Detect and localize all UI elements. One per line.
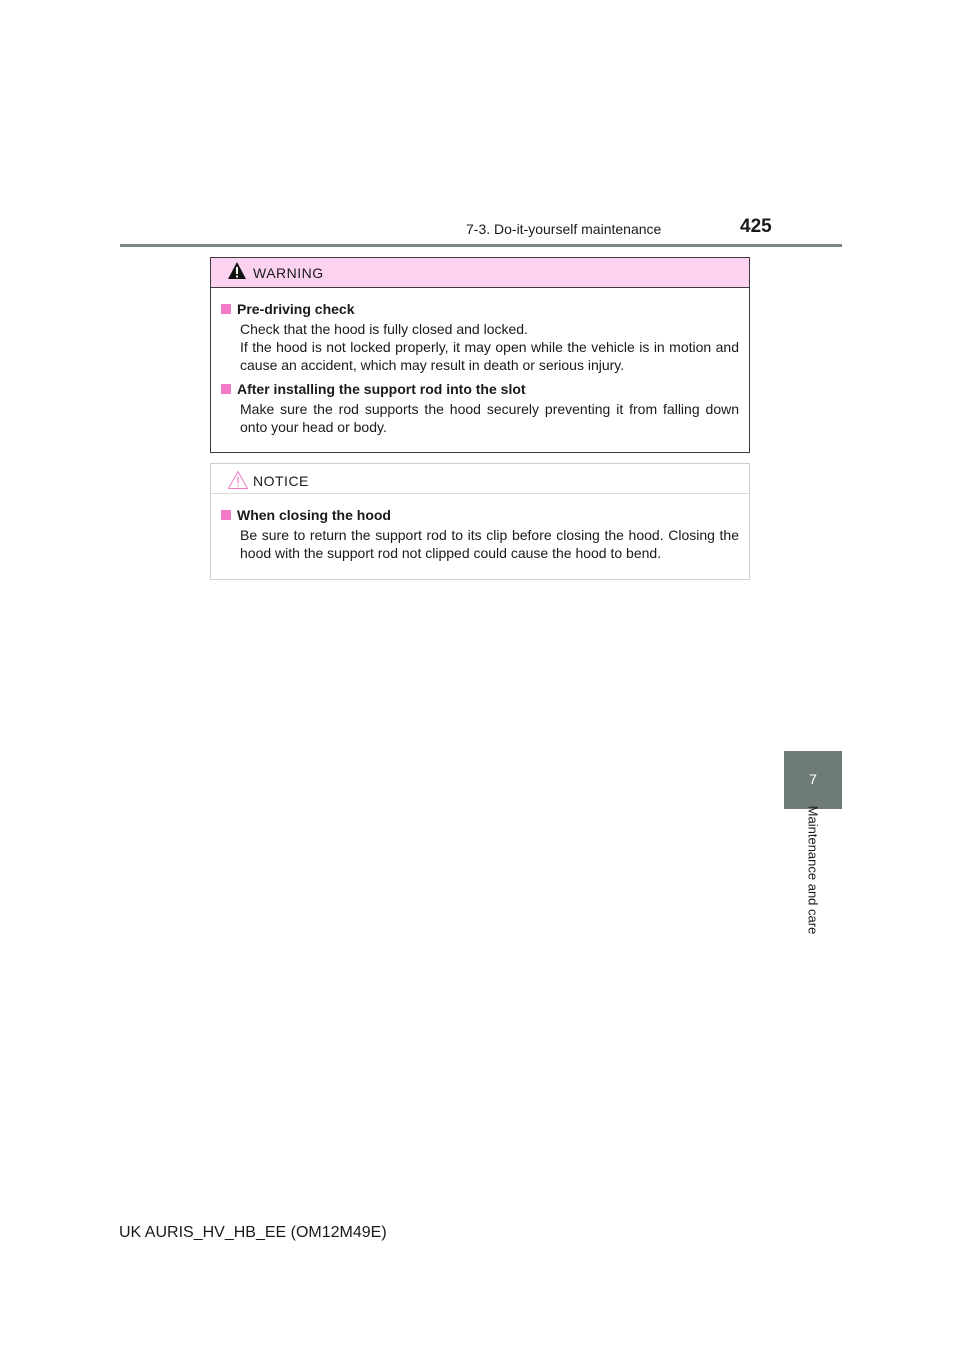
notice-triangle-icon	[227, 470, 249, 495]
warning-item-line: Make sure the rod supports the hood securely preventing it from falling down onto your head or body.	[240, 401, 739, 435]
warning-box	[210, 257, 750, 453]
warning-item-line: Check that the hood is fully closed and locked.	[240, 321, 528, 337]
warning-header	[211, 258, 749, 288]
page-number: 425	[740, 216, 772, 237]
bullet-square-icon	[221, 384, 231, 394]
warning-item-title: Pre-driving check	[237, 301, 355, 317]
notice-item-body	[221, 526, 739, 562]
notice-label: NOTICE	[253, 473, 309, 489]
notice-box	[210, 463, 750, 580]
chapter-number: 7	[809, 771, 817, 787]
notice-item-title-row	[221, 506, 739, 524]
document-code: UK AURIS_HV_HB_EE (OM12M49E)	[119, 1224, 387, 1241]
notice-items	[211, 494, 749, 562]
notice-item-title: When closing the hood	[237, 507, 391, 523]
warning-item	[221, 380, 739, 436]
notice-item-line: Be sure to return the support rod to its clip before closing the hood. Closing the hood with the support rod not clipped could cause the hood to bend.	[240, 527, 739, 561]
bullet-square-icon	[221, 510, 231, 520]
warning-items	[211, 288, 749, 436]
warning-item-line: If the hood is not locked properly, it may open while the vehicle is in motion and cause an accident, which may result in death or serious injury.	[240, 339, 739, 373]
notice-item	[221, 506, 739, 562]
warning-item-title-row	[221, 380, 739, 398]
warning-item-body	[221, 400, 739, 436]
warning-item-title: After installing the support rod into the slot	[237, 381, 526, 397]
header-rule	[120, 244, 842, 247]
chapter-label: Maintenance and care	[805, 805, 821, 935]
warning-item-title-row	[221, 300, 739, 318]
warning-label: WARNING	[253, 265, 324, 281]
bullet-square-icon	[221, 304, 231, 314]
warning-triangle-icon	[227, 261, 247, 285]
header-section-title: 7-3. Do-it-yourself maintenance	[466, 221, 662, 237]
notice-header	[211, 464, 749, 494]
warning-item	[221, 300, 739, 374]
warning-item-body	[221, 320, 739, 374]
